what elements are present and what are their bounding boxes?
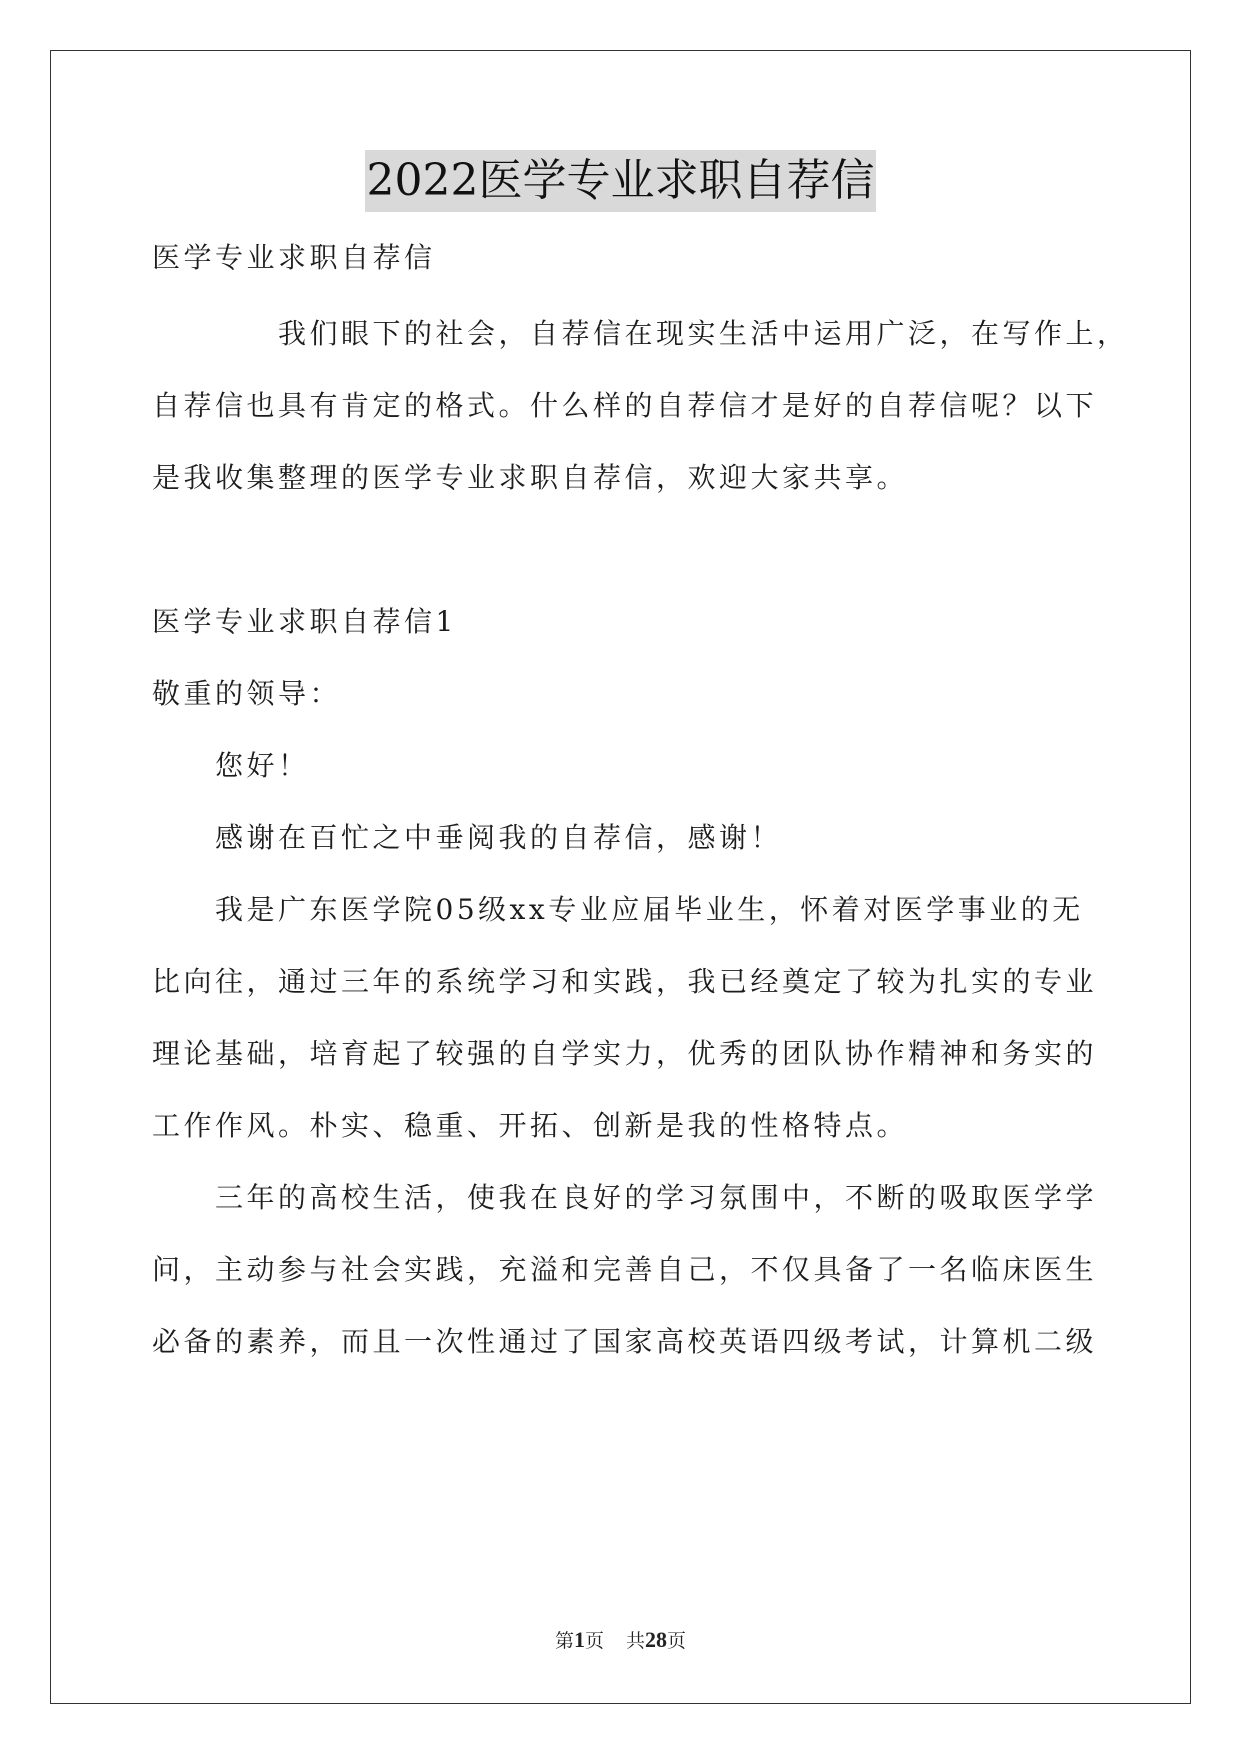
page-border <box>50 50 1191 1704</box>
page-prefix: 第 <box>554 1630 574 1652</box>
para2-line-1: 三年的高校生活，使我在良好的学习氛围中，不断的吸取医学学 <box>215 1181 1098 1214</box>
page-number: 1 <box>573 1627 585 1652</box>
total-pages: 28 <box>645 1627 668 1652</box>
total-suffix: 页 <box>667 1630 687 1652</box>
intro-line-3: 是我收集整理的医学专业求职自荐信，欢迎大家共享。 <box>152 461 909 494</box>
salutation: 敬重的领导： <box>152 677 342 710</box>
para1-line-1: 我是广东医学院05级xx专业应届毕业生，怀着对医学事业的无 <box>215 893 1084 926</box>
para1-line-2: 比向往，通过三年的系统学习和实践，我已经奠定了较为扎实的专业 <box>152 965 1098 998</box>
document-title: 2022医学专业求职自荐信 <box>365 150 877 212</box>
para2-line-3: 必备的素养，而且一次性通过了国家高校英语四级考试，计算机二级 <box>152 1325 1098 1358</box>
page-footer <box>0 1627 1241 1654</box>
intro-line-2: 自荐信也具有肯定的格式。什么样的自荐信才是好的自荐信呢？以下 <box>152 389 1098 422</box>
thanks-line: 感谢在百忙之中垂阅我的自荐信，感谢！ <box>215 821 783 854</box>
intro-line-1: 我们眼下的社会，自荐信在现实生活中运用广泛，在写作上， <box>278 317 1129 350</box>
page-suffix: 页 <box>584 1630 604 1652</box>
title-container <box>0 150 1241 212</box>
para1-line-4: 工作作风。朴实、稳重、开拓、创新是我的性格特点。 <box>152 1109 909 1142</box>
total-prefix: 共 <box>626 1630 646 1652</box>
subtitle: 医学专业求职自荐信 <box>152 241 436 274</box>
para1-line-3: 理论基础，培育起了较强的自学实力，优秀的团队协作精神和务实的 <box>152 1037 1098 1070</box>
section-heading: 医学专业求职自荐信1 <box>152 605 457 638</box>
para2-line-2: 问，主动参与社会实践，充溢和完善自己，不仅具备了一名临床医生 <box>152 1253 1098 1286</box>
greeting: 您好！ <box>215 749 310 782</box>
